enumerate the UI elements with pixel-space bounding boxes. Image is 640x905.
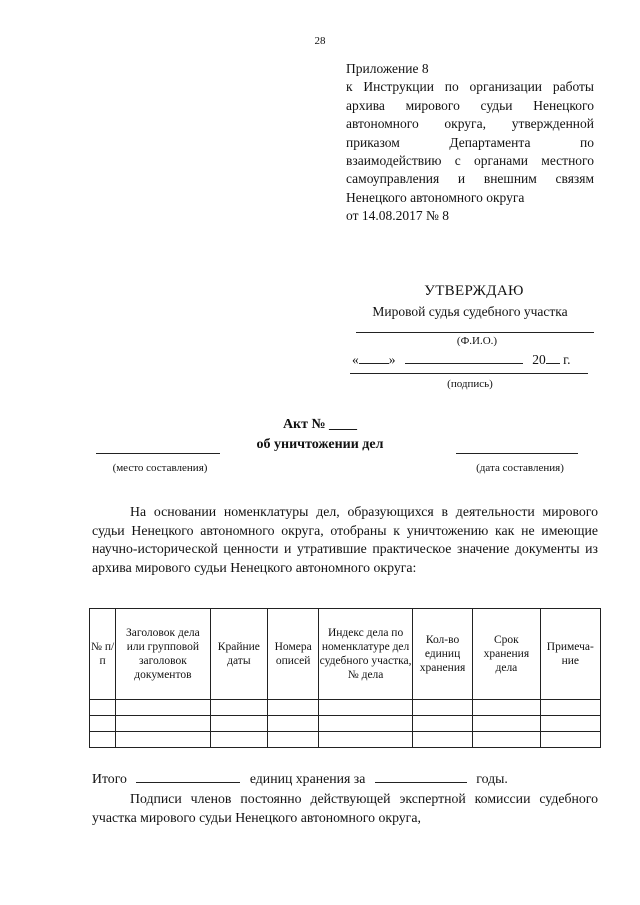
fio-line — [356, 332, 594, 333]
approval-block — [340, 283, 600, 390]
approval-position: Мировой судья судебного участка — [372, 304, 568, 319]
date-line — [456, 453, 578, 454]
appendix-line: самоуправления и внешним связям — [346, 171, 594, 187]
total-count-blank — [136, 770, 240, 783]
total-middle: единиц хранения за — [249, 771, 366, 786]
date-row — [340, 351, 600, 368]
table-row — [90, 732, 601, 748]
col-header-title: Заголовок дела или групповой заголовок документов — [116, 609, 211, 700]
appendix-line: от 14.08.2017 № 8 — [346, 208, 449, 224]
appendix-line: архива мирового судьи Ненецкого — [346, 97, 594, 113]
total-years-blank — [375, 770, 467, 783]
date-year-blank — [546, 351, 560, 364]
col-header-inventory: Номера описей — [268, 609, 319, 700]
appendix-line: взаимодействию с органами местного — [346, 153, 594, 169]
total-suffix: годы. — [476, 771, 508, 786]
table-row — [90, 716, 601, 732]
total-line — [92, 770, 602, 787]
signature-caption: (подпись) — [447, 378, 493, 390]
col-header-note: Примеча-ние — [540, 609, 600, 700]
appendix-line: Ненецкого автономного округа — [346, 189, 525, 205]
approval-title: УТВЕРЖДАЮ — [424, 283, 524, 299]
col-header-dates: Крайние даты — [210, 609, 267, 700]
col-header-index: Индекс дела по номенклатуре дел судебного участка, № дела — [319, 609, 413, 700]
date-caption: (дата составления) — [476, 462, 564, 474]
appendix-line: приказом Департамента по — [346, 134, 594, 150]
place-caption: (место составления) — [112, 462, 208, 474]
appendix-line: Приложение 8 — [346, 61, 429, 76]
total-prefix: Итого — [92, 771, 127, 786]
act-title: Акт № ____ — [282, 417, 358, 432]
signatures-paragraph: Подписи членов постоянно действующей экспертной комиссии судебного участка мирового судьи Ненецкого автономного округа, — [92, 791, 598, 825]
date-open-quote: « — [352, 352, 359, 367]
appendix-line: автономного округа, утвержденной — [346, 116, 594, 132]
date-month-blank — [405, 351, 523, 364]
fio-caption: (Ф.И.О.) — [456, 335, 498, 347]
table-header-row — [90, 609, 601, 700]
date-suffix: г. — [563, 352, 571, 367]
cases-table — [89, 608, 601, 748]
col-header-period: Срок хранения дела — [473, 609, 540, 700]
signature-line — [350, 373, 588, 374]
appendix-line: к Инструкции по организации работы — [346, 79, 594, 95]
place-line — [96, 453, 220, 454]
body-paragraph: На основании номенклатуры дел, образующихся в деятельности мирового судьи Ненецкого автономного округа, отобраны к уничтожению как не имеющие научно-исторической ценности и утратившие практическое значение документы из архива мирового судьи Ненецкого автономного округа: — [92, 504, 598, 575]
date-day-blank — [359, 351, 389, 364]
act-subtitle: об уничтожении дел — [256, 437, 384, 452]
col-header-units: Кол-во единиц хранения — [412, 609, 472, 700]
page-number: 28 — [314, 35, 326, 47]
date-year: 20 — [532, 352, 546, 367]
date-close-quote: » — [388, 352, 396, 367]
col-header-number: № п/п — [90, 609, 116, 700]
appendix-block — [346, 60, 594, 226]
table-row — [90, 700, 601, 716]
